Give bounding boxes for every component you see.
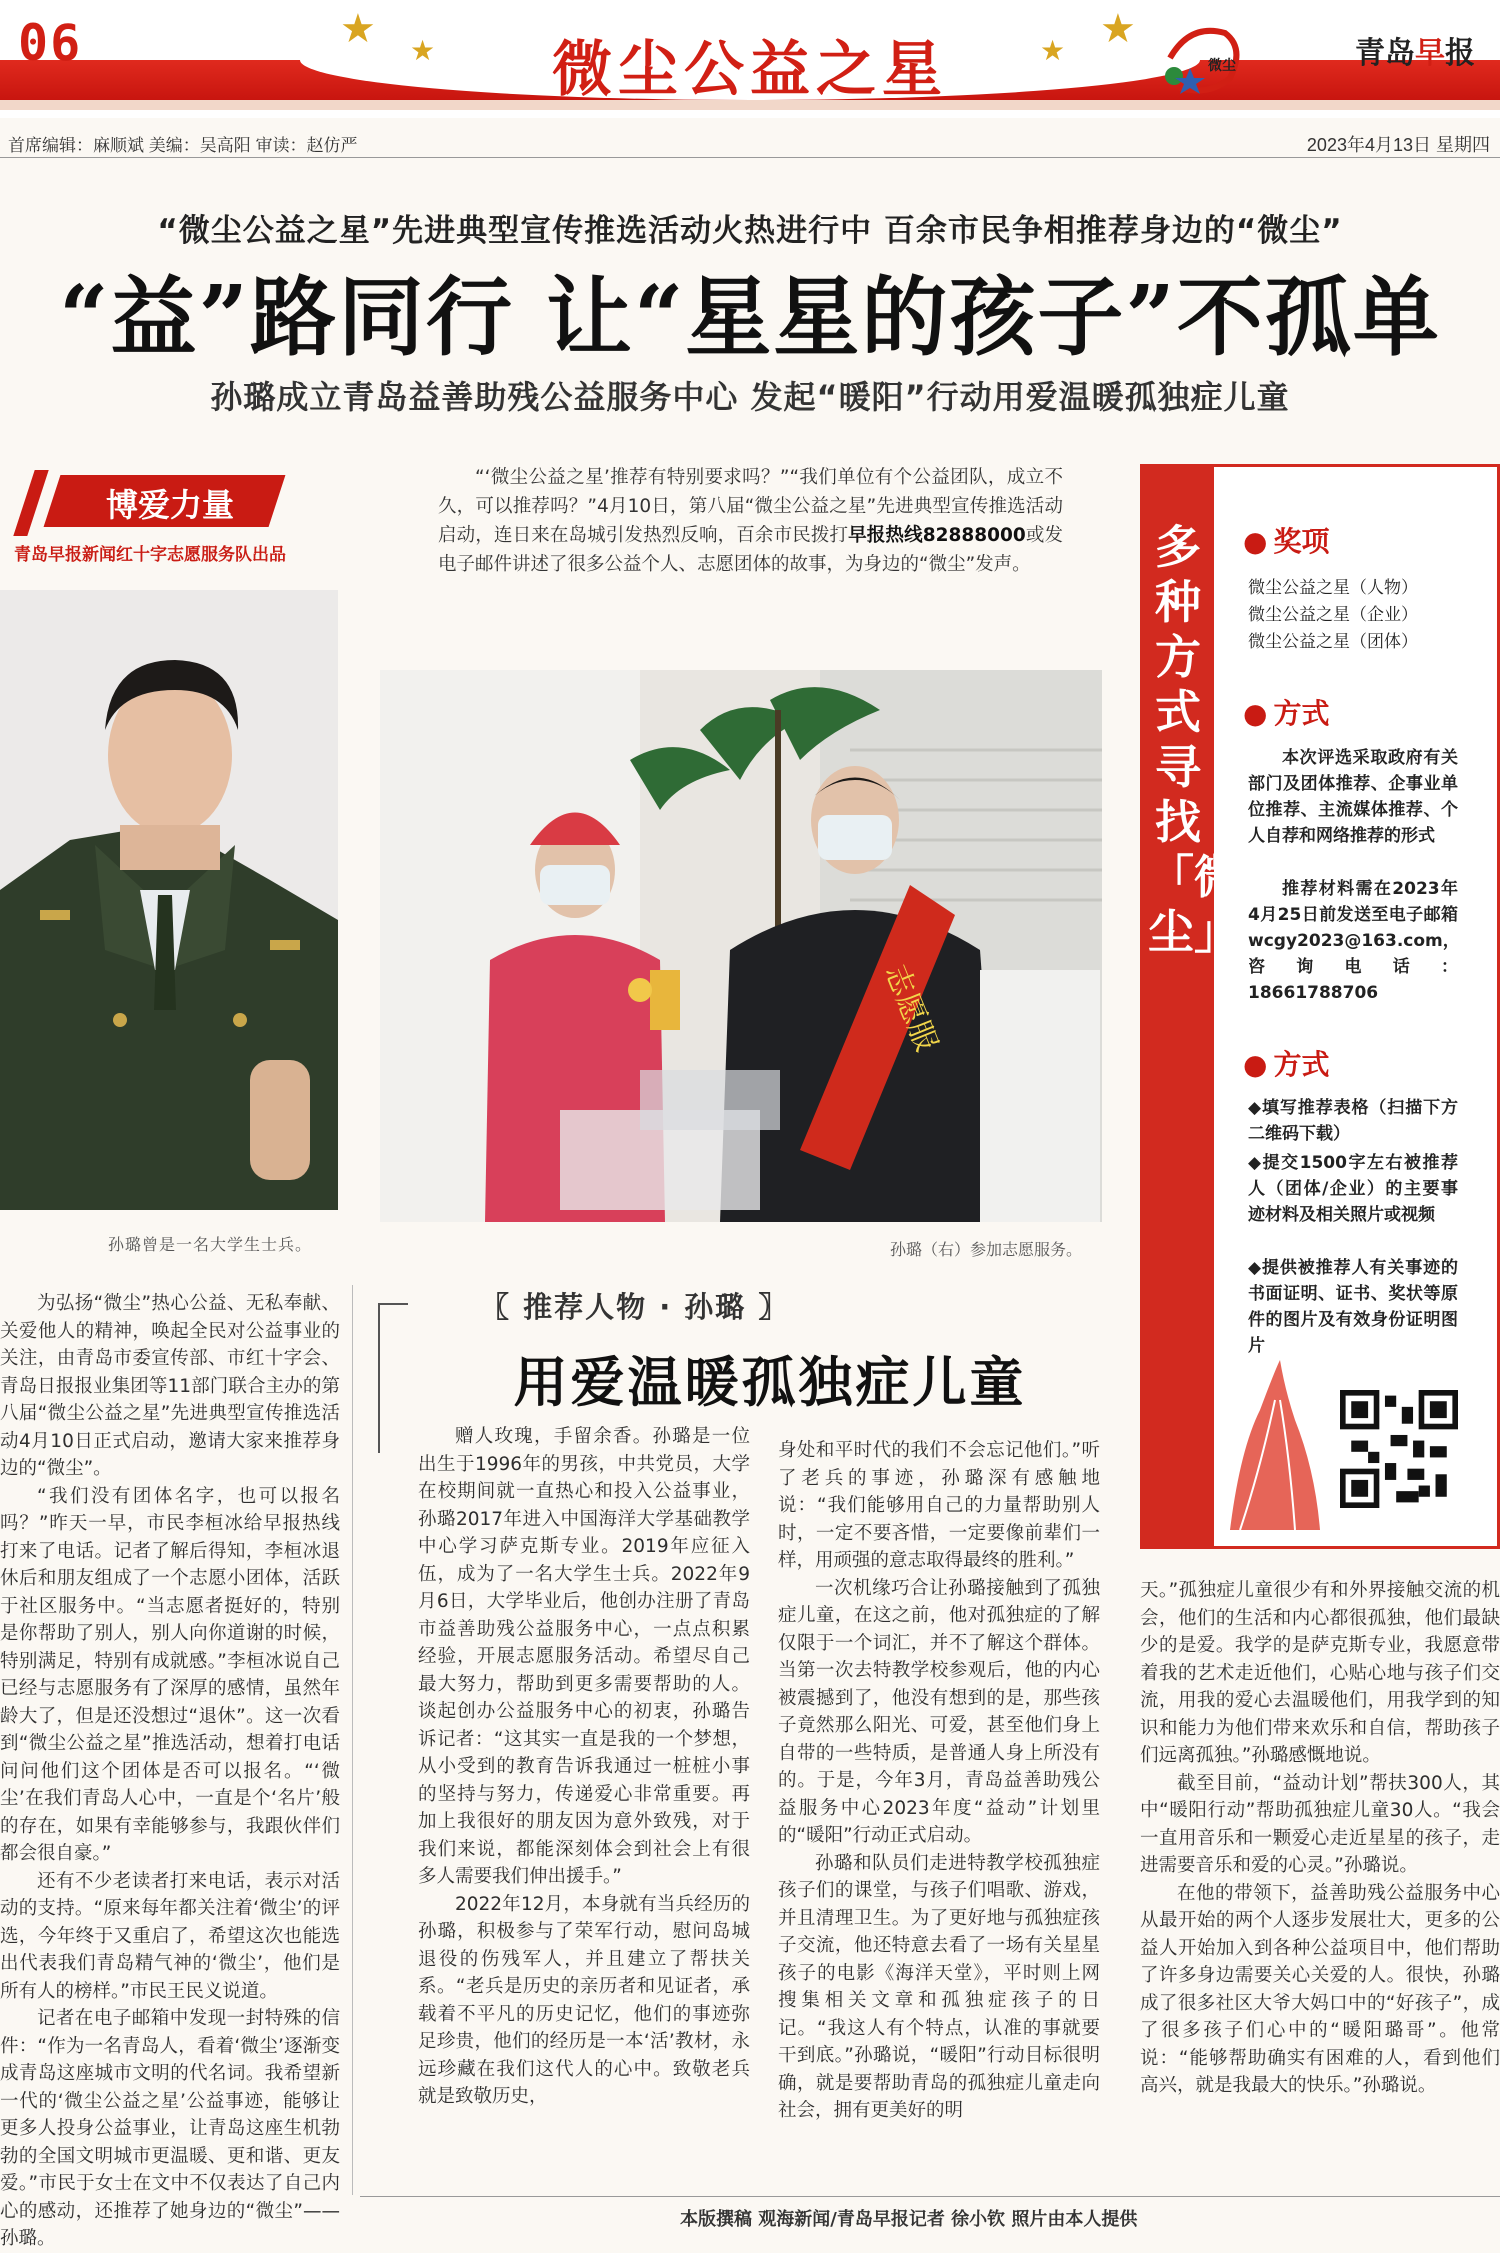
- paragraph: 还有不少老读者打来电话，表示对活动的支持。“原来每年都关注着‘微尘’的评选，今年终于又重启了，希望这次也能选出代表我们青岛精气神的‘微尘’，他们是所有人的榜样。”市民王民义说道。: [0, 1870, 340, 2002]
- star-icon: ★: [410, 34, 436, 67]
- story-box-label: 〖 推荐人物 · 孙璐 〗: [480, 1290, 790, 1324]
- column-separator: [352, 1285, 353, 2195]
- sash-text: 志愿服: [877, 959, 944, 1057]
- intro-paragraph: “‘微尘公益之星’推荐有特别要求吗？”“我们单位有个公益团队，成立不久，可以推荐吗？”4月10日，第八届“微尘公益之星”先进典型宣传推选活动启动，连日来在岛城引发热烈反响，百余市民拨打早报热线82888000或发电子邮件讲述了很多公益个人、志愿团体的故事，为身边的“微尘”发声。: [438, 467, 1063, 575]
- footer-rule: [360, 2196, 1500, 2197]
- box-corner-line: [378, 1303, 408, 1305]
- box-corner-line: [378, 1303, 380, 1453]
- award-item: 微尘公益之星（团体）: [1248, 632, 1418, 652]
- step-item: ◆填写推荐表格（扫描下方二维码下载）: [1248, 1098, 1459, 1144]
- logo-text: 微尘: [1208, 58, 1236, 74]
- star-icon: ★: [1040, 34, 1066, 67]
- newspaper-name: 青岛早报: [1355, 37, 1475, 70]
- body-column-2: [418, 1423, 750, 2111]
- section-badge-label: 博爱力量: [105, 486, 234, 524]
- header-rule: [0, 157, 1500, 158]
- paragraph: 赠人玫瑰，手留余香。孙璐是一位出生于1996年的男孩，中共党员，大学在校期间就一直热心和投入公益事业，孙璐2017年进入中国海洋大学基础教学中心学习萨克斯专业。2019年应征入伍，成为了一名大学生士兵。2022年9月6日，大学毕业后，他创办注册了青岛市益善助残公益服务中心，一点点积累经验，开展志愿服务活动。希望尽自己最大努力，帮助到更多需要帮助的人。谈起创办公益服务中心的初衷，孙璐告诉记者：“这其实一直是我的一个梦想，从小受到的教育告诉我通过一桩桩小事的坚持与努力，传递爱心非常重要。再加上我很好的朋友因为意外致残，对于我们来说，都能深刻体会到社会上有很多人需要我们伸出援手。”: [418, 1426, 750, 1887]
- sculpture-icon: [1220, 1350, 1330, 1540]
- producer-credit: 青岛早报新闻红十字志愿服务队出品: [14, 545, 286, 565]
- qr-code-icon[interactable]: [1340, 1390, 1458, 1508]
- paragraph: 天。”孤独症儿童很少有和外界接触交流的机会，他们的生活和内心都很孤独，他们最缺少的是爱。我学的是萨克斯专业，我愿意带着我的艺术走近他们，心贴心地与孩子们交流，用我的爱心去温暖他们，用我学到的知识和能力为他们带来欢乐和自信，帮助孩子们远离孤独。”孙璐感慨地说。: [1140, 1580, 1500, 1766]
- paragraph: 身处和平时代的我们不会忘记他们。”听了老兵的事迹，孙璐深有感触地说：“我们能够用自己的力量帮助别人时，一定不要吝惜，一定要像前辈们一样，用顽强的意志取得最终的胜利。”: [778, 1440, 1100, 1571]
- page-number: 06: [18, 14, 83, 72]
- method-text: 本次评选采取政府有关部门及团体推荐、企事业单位推荐、主流媒体推荐、个人自荐和网络推荐的形式: [1248, 748, 1458, 846]
- portrait-photo: [0, 590, 338, 1210]
- paragraph: 一次机缘巧合让孙璐接触到了孤独症儿童，在这之前，他对孤独症的了解仅限于一个词汇，并不了解这个群体。当第一次去特教学校参观后，他的内心被震撼到了，他没有想到的是，那些孩子竟然那么阳光、可爱，甚至他们身上自带的一些特质，是普通人身上所没有的。于是，今年3月，青岛益善助残公益服务中心2023年度“益动”计划里的“暖阳”行动正式启动。: [778, 1577, 1100, 1846]
- volunteer-photo: [380, 670, 1102, 1222]
- award-item: 微尘公益之星（企业）: [1248, 605, 1418, 625]
- editor-credits: 首席编辑：麻顺斌 美编：吴高阳 审读：赵仿严: [8, 136, 358, 155]
- step-item: ◆提交1500字左右被推荐人（团体/企业）的主要事迹材料及相关照片或视频: [1248, 1153, 1458, 1225]
- byline: 本版撰稿 观海新闻/青岛早报记者 徐小钦 照片由本人提供: [680, 2209, 1138, 2230]
- masthead: [0, 0, 1500, 118]
- steps-heading: ● 方式: [1243, 1043, 1329, 1083]
- method-heading: ● 方式: [1243, 692, 1329, 732]
- paragraph: 为弘扬“微尘”热心公益、无私奉献、关爱他人的精神，唤起全民对公益事业的关注，由青岛市委宣传部、市红十字会、青岛日报报业集团等11部门联合主办的第八届“微尘公益之星”先进典型宣传推选活动4月10日正式启动，邀请大家来推荐身边的“微尘”。: [0, 1293, 340, 1479]
- sidebar-title: 多种方式寻找「微尘」: [1148, 520, 1240, 959]
- hotline-text: 早报热线82888000: [848, 525, 1026, 546]
- paragraph: 孙璐和队员们走进特教学校孤独症孩子们的课堂，与孩子们唱歌、游戏，并且清理卫生。为了更好地与孤独症孩子交流，他还特意去看了一场有关星星孩子的电影《海洋天堂》，平时则上网搜集相关文章和孤独症孩子的日记。“我这人有个特点，认准的事就要干到底。”孙璐说，“暖阳”行动目标很明确，就是要帮助青岛的孤独症儿童走向社会，拥有更美好的明: [778, 1852, 1100, 2121]
- story-box-title: 用爱温暖孤独症儿童: [513, 1350, 1027, 1414]
- step-item: ◆提供被推荐人有关事迹的书面证明、证书、奖状等原件的图片及有效身份证明图片: [1248, 1258, 1459, 1356]
- award-item: 微尘公益之星（人物）: [1248, 578, 1418, 598]
- paragraph: “我们没有团体名字，也可以报名吗？”昨天一早，市民李桓冰给早报热线打来了电话。记者了解后得知，李桓冰退休后和朋友组成了一个志愿小团体，活跃于社区服务中。“当志愿者挺好的，特别是你帮助了别人，别人向你道谢的时候，特别满足，特别有成就感。”李桓冰说自己已经与志愿服务有了深厚的感情，虽然年龄大了，但是还没想过“退休”。这一次看到“微尘公益之星”推选活动，想着打电话问问他们这个团体是否可以报名。“‘微尘’在我们青岛人心中，一直是个‘名片’般的存在，如果有幸能够参与，我跟伙伴们都会很自豪。”: [0, 1485, 340, 1864]
- awards-heading: ● 奖项: [1243, 520, 1329, 560]
- paragraph: 截至目前，“益动计划”帮扶300人，其中“暖阳行动”帮助孤独症儿童30人。“我会一直用音乐和一颗爱心走近星星的孩子，走进需要音乐和爱的心灵。”孙璐说。: [1140, 1772, 1500, 1876]
- paragraph: 2022年12月，本身就有当兵经历的孙璐，积极参与了荣军行动，慰问岛城退役的伤残军人，并且建立了帮扶关系。“老兵是历史的亲历者和见证者，承载着不平凡的历史记忆，他们的事迹弥足珍贵，他们的经历是一本‘活’教材，永远珍藏在我们这代人的心中。致敬老兵就是致敬历史，: [418, 1893, 750, 2107]
- issue-date: 2023年4月13日 星期四: [1306, 135, 1490, 155]
- weichen-logo-icon: [1150, 18, 1250, 98]
- star-icon: ★: [1100, 6, 1136, 52]
- soldier-portrait-image: [0, 590, 338, 1210]
- star-icon: ★: [340, 6, 376, 52]
- headline-kicker: “微尘公益之星”先进典型宣传推选活动火热进行中 百余市民争相推荐身边的“微尘”: [157, 213, 1343, 249]
- body-column-1: [0, 1290, 340, 2253]
- column-title: 微尘公益之星: [552, 35, 948, 105]
- portrait-caption: 孙璐曾是一名大学生士兵。: [108, 1235, 313, 1254]
- headline-subtitle: 孙璐成立青岛益善助残公益服务中心 发起“暖阳”行动用爱温暖孤独症儿童: [210, 378, 1290, 416]
- headline-title: “益”路同行 让“星星的孩子”不孤单: [59, 267, 1441, 368]
- deadline-text: 推荐材料需在2023年4月25日前发送至电子邮箱wcgy2023@163.com，咨询电话：18661788706: [1248, 879, 1460, 1003]
- volunteer-caption: 孙璐（右）参加志愿服务。: [890, 1240, 1083, 1259]
- volunteer-service-image: [380, 670, 1102, 1222]
- paragraph: 记者在电子邮箱中发现一封特殊的信件：“作为一名青岛人，看着‘微尘’逐渐变成青岛这座城市文明的代名词。我希望新一代的‘微尘公益之星’公益事迹，能够让更多人投身公益事业，让青岛这座生机勃勃的全国文明城市更温暖、更和谐、更友爱。”市民于女士在文中不仅表达了自己内心的感动，还推荐了她身边的“微尘”——孙璐。: [0, 2008, 340, 2249]
- body-column-4: [1140, 1577, 1500, 2100]
- body-column-3: [778, 1437, 1100, 2125]
- paragraph: 在他的带领下，益善助残公益服务中心从最开始的两个人逐步发展壮大，更多的公益人开始加入到各种公益项目中，他们帮助了许多身边需要关心关爱的人。很快，孙璐成了很多社区大爷大妈口中的“好孩子”，成了很多孩子们心中的“暖阳璐哥”。他常说：“能够帮助确实有困难的人，看到他们高兴，就是我最大的快乐。”孙璐说。: [1140, 1882, 1500, 2096]
